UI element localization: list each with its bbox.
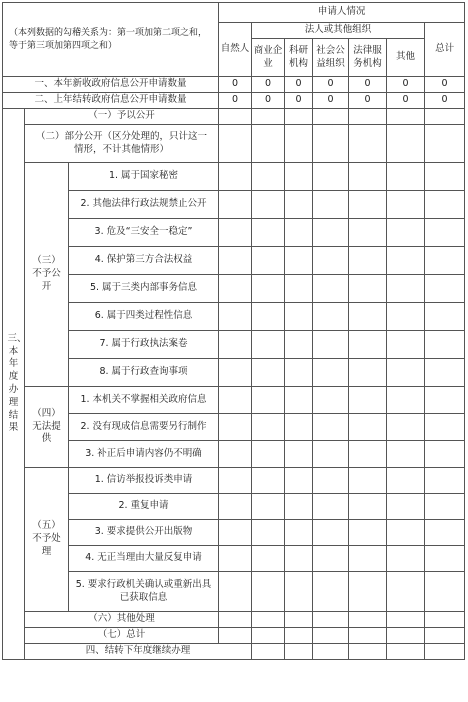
col-legal-service: 法律服务机构 bbox=[349, 39, 387, 77]
unable-item: 2. 没有现成信息需要另行制作 bbox=[69, 414, 219, 441]
cell: 0 bbox=[425, 77, 465, 93]
row-carryover-label: 二、上年结转政府信息公开申请数量 bbox=[3, 93, 219, 109]
cell: 0 bbox=[285, 77, 313, 93]
cell: 0 bbox=[387, 93, 425, 109]
withhold-label: （三）不予公开 bbox=[25, 163, 69, 387]
withhold-item: 2. 其他法律行政法规禁止公开 bbox=[69, 191, 219, 219]
cell: 0 bbox=[313, 77, 349, 93]
cell: 0 bbox=[313, 93, 349, 109]
unable-item: 1. 本机关不掌握相关政府信息 bbox=[69, 387, 219, 414]
partial-label: （二）部分公开（区分处理的，只计这一情形，不计其他情形） bbox=[25, 125, 219, 163]
row-new-apps-label: 一、本年新收政府信息公开申请数量 bbox=[3, 77, 219, 93]
not-process-item: 3. 要求提供公开出版物 bbox=[69, 520, 219, 546]
withhold-item: 8. 属于行政查询事项 bbox=[69, 359, 219, 387]
not-process-item: 2. 重复申请 bbox=[69, 494, 219, 520]
not-process-item: 5. 要求行政机关确认或重新出具已获取信息 bbox=[69, 572, 219, 612]
not-process-item: 1. 信访举报投诉类申请 bbox=[69, 468, 219, 494]
header-note: （本列数据的勾稽关系为：第一项加第二项之和，等于第三项加第四项之和） bbox=[3, 3, 219, 77]
withhold-item: 7. 属于行政执法案卷 bbox=[69, 331, 219, 359]
row-carryover bbox=[3, 93, 465, 109]
cell: 0 bbox=[252, 77, 285, 93]
col-total: 总计 bbox=[425, 23, 465, 77]
section3-label: 三、本年度办理结果 bbox=[3, 109, 25, 660]
cell: 0 bbox=[425, 93, 465, 109]
col-other: 其他 bbox=[387, 39, 425, 77]
header-applicant: 申请人情况 bbox=[219, 3, 465, 23]
cell: 0 bbox=[219, 77, 252, 93]
row-new-apps bbox=[3, 77, 465, 93]
other-process-label: （六）其他处理 bbox=[25, 612, 219, 628]
cell: 0 bbox=[349, 93, 387, 109]
col-natural-person: 自然人 bbox=[219, 23, 252, 77]
gov-info-disclosure-table bbox=[2, 2, 465, 660]
header-legal-group: 法人或其他组织 bbox=[252, 23, 425, 39]
withhold-item: 4. 保护第三方合法权益 bbox=[69, 247, 219, 275]
not-process-label: （五）不予处理 bbox=[25, 468, 69, 612]
total-label: （七）总计 bbox=[25, 628, 219, 644]
cell: 0 bbox=[285, 93, 313, 109]
document-page bbox=[2, 2, 465, 660]
unable-label: （四）无法提供 bbox=[25, 387, 69, 468]
withhold-item: 6. 属于四类过程性信息 bbox=[69, 303, 219, 331]
withhold-item: 1. 属于国家秘密 bbox=[69, 163, 219, 191]
cell: 0 bbox=[349, 77, 387, 93]
cell: 0 bbox=[219, 93, 252, 109]
col-research: 科研机构 bbox=[285, 39, 313, 77]
not-process-item: 4. 无正当理由大量反复申请 bbox=[69, 546, 219, 572]
cell: 0 bbox=[252, 93, 285, 109]
unable-item: 3. 补正后申请内容仍不明确 bbox=[69, 441, 219, 468]
withhold-item: 5. 属于三类内部事务信息 bbox=[69, 275, 219, 303]
grant-label: （一）予以公开 bbox=[25, 109, 219, 125]
withhold-item: 3. 危及“三安全一稳定” bbox=[69, 219, 219, 247]
carry-next-label: 四、结转下年度继续办理 bbox=[25, 644, 252, 660]
col-business: 商业企业 bbox=[252, 39, 285, 77]
cell: 0 bbox=[387, 77, 425, 93]
col-public-welfare: 社会公益组织 bbox=[313, 39, 349, 77]
